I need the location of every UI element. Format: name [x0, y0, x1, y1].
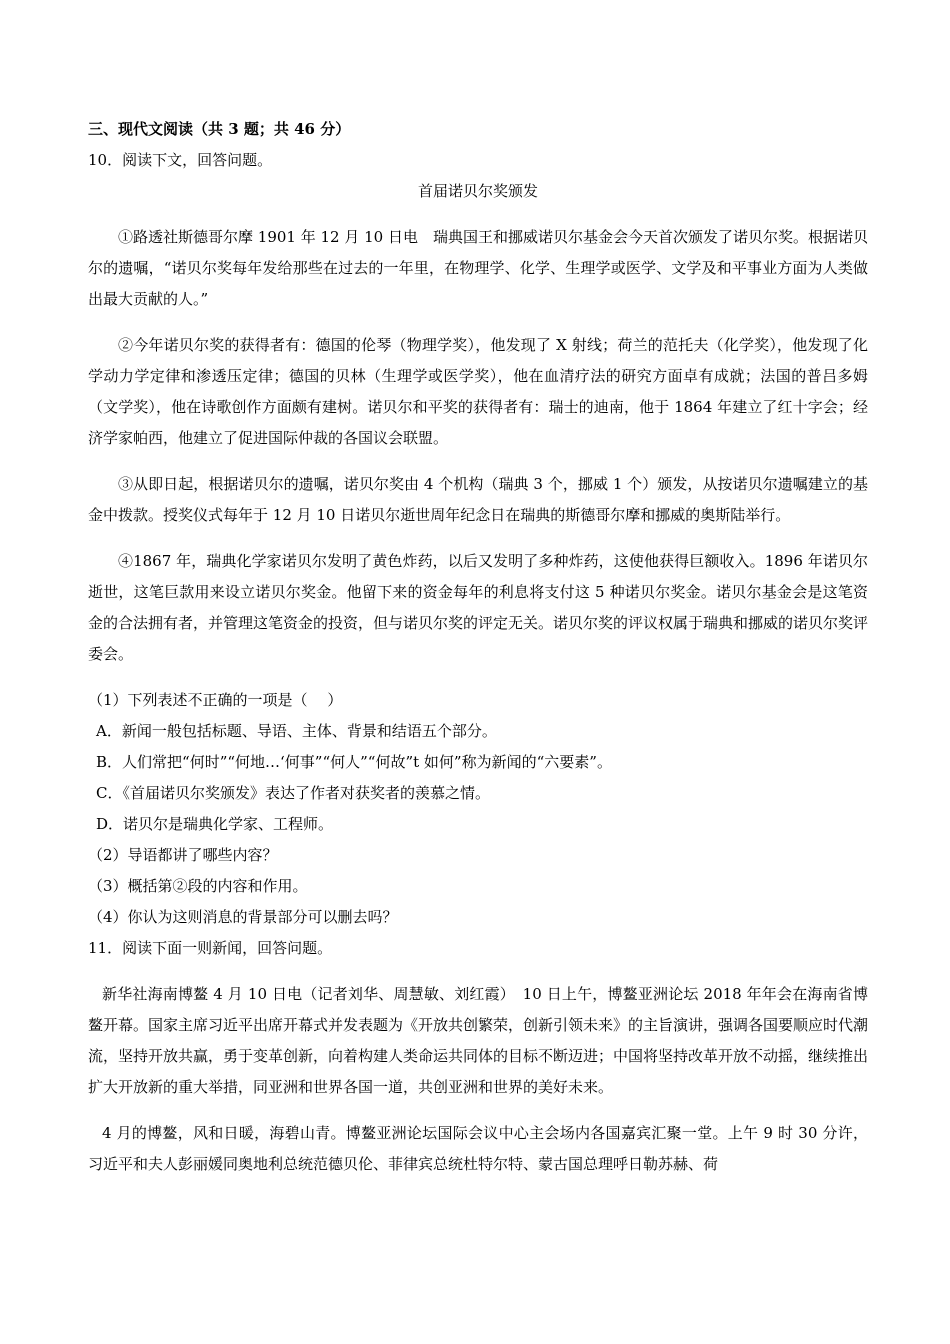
article-paragraph-3: ③从即日起，根据诺贝尔的遗嘱，诺贝尔奖由 4 个机构（瑞典 3 个，挪威 1 个）颁发，从按诺贝尔遗嘱建立的基金中拨款。授奖仪式每年于 12 月 10 日诺贝尔逝世周年纪念日在瑞典的斯德哥尔摩和挪威的奥斯陆举行。	[88, 475, 868, 524]
question-11-prompt: 11．阅读下面一则新闻，回答问题。	[88, 939, 333, 957]
section-title: 三、现代文阅读（共 3 题；共 46 分）	[88, 120, 351, 138]
sub-question-4: （4）你认为这则消息的背景部分可以删去吗？	[88, 908, 398, 926]
option-d: D．诺贝尔是瑞典化学家、工程师。	[96, 815, 334, 833]
sub-question-3: （3）概括第②段的内容和作用。	[88, 877, 308, 895]
article-paragraph-4: ④1867 年，瑞典化学家诺贝尔发明了黄色炸药，以后又发明了多种炸药，这使他获得巨额收入。1896 年诺贝尔逝世，这笔巨款用来设立诺贝尔奖金。他留下来的资金每年的利息将支付这 5 种诺贝尔奖金。诺贝尔基金会是这笔资金的合法拥有者，并管理这笔资金的投资，但与诺贝尔奖的评定无关。诺贝尔奖的评议权属于瑞典和挪威的诺贝尔奖评委会。	[88, 552, 869, 663]
option-b: B．人们常把“何时”“何地…‘何事”“何人”“何故”t 如何”称为新闻的“六要素”。	[96, 753, 612, 771]
option-a: A．新闻一般包括标题、导语、主体、背景和结语五个部分。	[96, 722, 497, 740]
option-c: C．《首届诺贝尔奖颁发》表达了作者对获奖者的羡慕之情。	[96, 784, 490, 802]
sub-question-1: （1）下列表述不正确的一项是（ ）	[88, 691, 343, 709]
news-paragraph-1: 新华社海南博鳌 4 月 10 日电（记者刘华、周慧敏、刘红霞） 10 日上午，博鳌亚洲论坛 2018 年年会在海南省博鳌开幕。国家主席习近平出席开幕式并发表题为《开放共创繁荣，创新引领未来》的主旨演讲，强调各国要顺应时代潮流，坚持开放共赢，勇于变革创新，向着构建人类命运共同体的目标不断迈进；中国将坚持改革开放不动摇，继续推出扩大开放新的重大举措，同亚洲和世界各国一道，共创亚洲和世界的美好未来。	[88, 985, 869, 1096]
article-paragraph-1: ①路透社斯德哥尔摩 1901 年 12 月 10 日电 瑞典国王和挪威诺贝尔基金会今天首次颁发了诺贝尔奖。根据诺贝尔的遗嘱，“诺贝尔奖每年发给那些在过去的一年里，在物理学、化学、生理学或医学、文学及和平事业方面为人类做出最大贡献的人。”	[88, 228, 868, 308]
news-paragraph-2: 4 月的博鳌，风和日暖，海碧山青。博鳌亚洲论坛国际会议中心主会场内各国嘉宾汇聚一堂。上午 9 时 30 分许，习近平和夫人彭丽媛同奥地利总统范德贝伦、菲律宾总统杜特尔特、蒙古国总理呼日勒苏赫、荷	[88, 1124, 868, 1173]
article-paragraph-2: ②今年诺贝尔奖的获得者有：德国的伦琴（物理学奖），他发现了 X 射线；荷兰的范托夫（化学奖），他发现了化学动力学定律和渗透压定律；德国的贝林（生理学或医学奖），他在血清疗法的研究方面卓有成就；法国的普吕多姆（文学奖），他在诗歌创作方面颇有建树。诺贝尔和平奖的获得者有：瑞士的迪南，他于 1864 年建立了红十字会；经济学家帕西，他建立了促进国际仲裁的各国议会联盟。	[88, 336, 868, 447]
document-content	[88, 114, 868, 1195]
sub-question-2: （2）导语都讲了哪些内容？	[88, 846, 278, 864]
question-10-prompt: 10．阅读下文，回答问题。	[88, 151, 273, 169]
article-title: 首届诺贝尔奖颁发	[417, 182, 538, 200]
